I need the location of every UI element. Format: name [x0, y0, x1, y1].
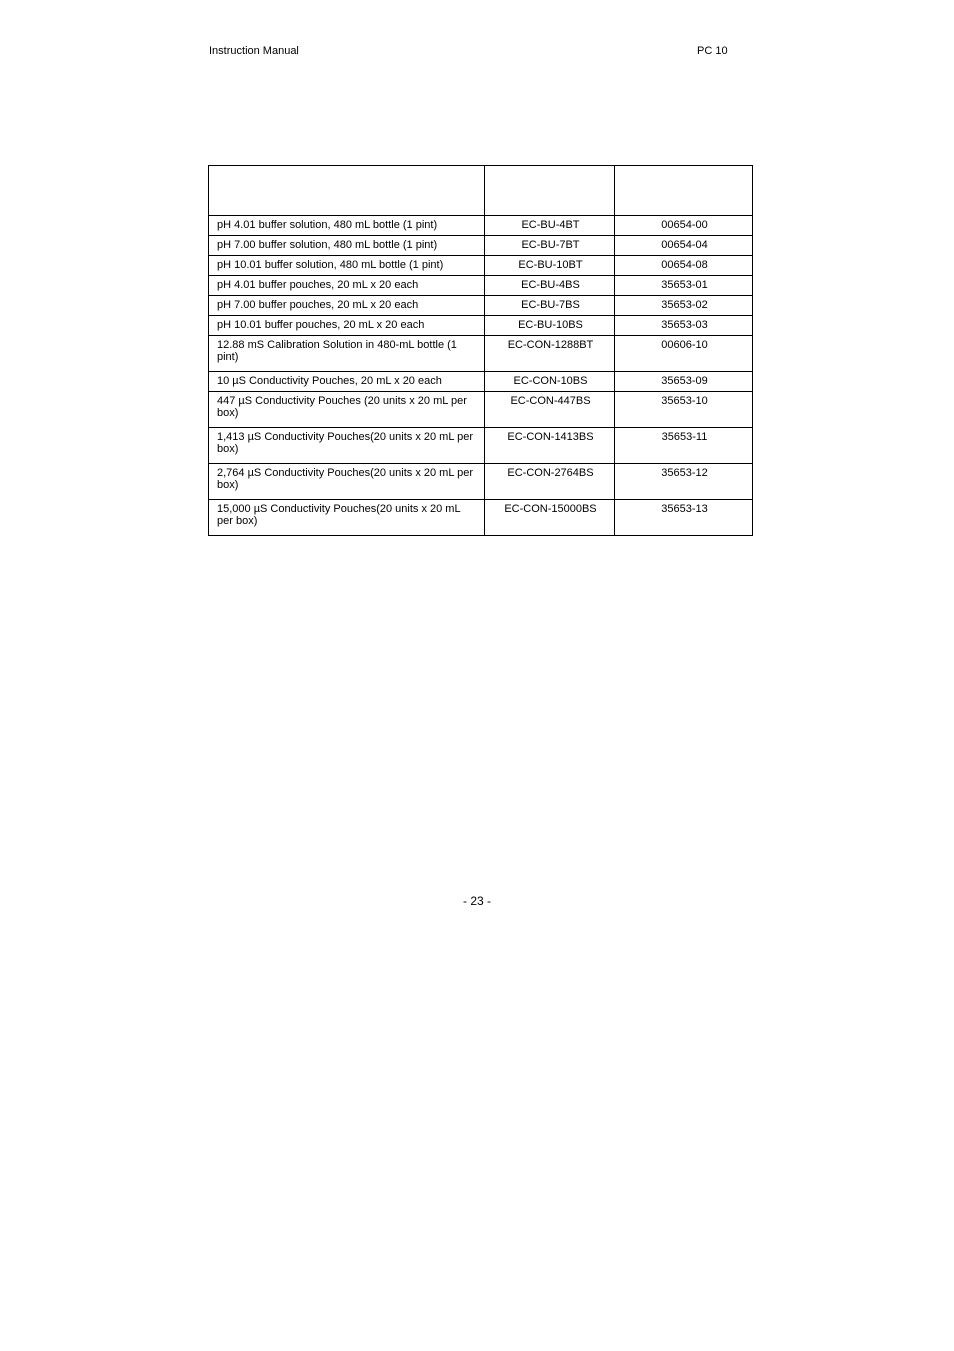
- part-number-cell: 35653-03: [615, 316, 753, 336]
- model-cell: EC-BU-4BS: [485, 276, 615, 296]
- description-cell: pH 7.00 buffer pouches, 20 mL x 20 each: [209, 296, 485, 316]
- table-row: [209, 216, 753, 236]
- table-row: [209, 296, 753, 316]
- model-cell: EC-BU-4BT: [485, 216, 615, 236]
- description-cell: pH 7.00 buffer solution, 480 mL bottle (1 pint): [209, 236, 485, 256]
- description-cell: 12.88 mS Calibration Solution in 480-mL bottle (1 pint): [209, 336, 485, 372]
- table-row: [209, 372, 753, 392]
- header-model: PC 10: [697, 45, 728, 57]
- part-number-cell: 35653-11: [615, 428, 753, 464]
- part-number-cell: 00654-00: [615, 216, 753, 236]
- description-cell: pH 4.01 buffer pouches, 20 mL x 20 each: [209, 276, 485, 296]
- page-number: - 23 -: [462, 894, 491, 908]
- table-row: [209, 316, 753, 336]
- model-cell: EC-CON-10BS: [485, 372, 615, 392]
- header-title: Instruction Manual: [209, 45, 299, 57]
- table-header-row: [209, 166, 753, 216]
- table-row: [209, 276, 753, 296]
- part-number-cell: 35653-09: [615, 372, 753, 392]
- part-number-cell: 35653-10: [615, 392, 753, 428]
- model-cell: EC-BU-10BS: [485, 316, 615, 336]
- model-cell: EC-BU-7BS: [485, 296, 615, 316]
- part-number-cell: 35653-12: [615, 464, 753, 500]
- model-cell: EC-CON-1288BT: [485, 336, 615, 372]
- description-cell: pH 10.01 buffer pouches, 20 mL x 20 each: [209, 316, 485, 336]
- model-cell: EC-CON-2764BS: [485, 464, 615, 500]
- description-cell: pH 4.01 buffer solution, 480 mL bottle (1 pint): [209, 216, 485, 236]
- part-number-cell: 35653-02: [615, 296, 753, 316]
- table-row: [209, 464, 753, 500]
- table-header-cell: [615, 166, 753, 216]
- description-cell: pH 10.01 buffer solution, 480 mL bottle (1 pint): [209, 256, 485, 276]
- table-row: [209, 428, 753, 464]
- table-header-cell: [209, 166, 485, 216]
- table-row: [209, 500, 753, 536]
- part-number-cell: 00654-04: [615, 236, 753, 256]
- table-row: [209, 336, 753, 372]
- description-cell: 10 µS Conductivity Pouches, 20 mL x 20 each: [209, 372, 485, 392]
- description-cell: 2,764 µS Conductivity Pouches(20 units x 20 mL per box): [209, 464, 485, 500]
- part-number-cell: 00606-10: [615, 336, 753, 372]
- part-number-cell: 35653-01: [615, 276, 753, 296]
- description-cell: 15,000 µS Conductivity Pouches(20 units x 20 mL per box): [209, 500, 485, 536]
- part-number-cell: 00654-08: [615, 256, 753, 276]
- part-number-cell: 35653-13: [615, 500, 753, 536]
- model-cell: EC-CON-1413BS: [485, 428, 615, 464]
- model-cell: EC-CON-447BS: [485, 392, 615, 428]
- description-cell: 447 µS Conductivity Pouches (20 units x 20 mL per box): [209, 392, 485, 428]
- model-cell: EC-BU-7BT: [485, 236, 615, 256]
- table-row: [209, 392, 753, 428]
- table-row: [209, 256, 753, 276]
- table-row: [209, 236, 753, 256]
- model-cell: EC-BU-10BT: [485, 256, 615, 276]
- accessories-table: [208, 165, 753, 536]
- description-cell: 1,413 µS Conductivity Pouches(20 units x 20 mL per box): [209, 428, 485, 464]
- model-cell: EC-CON-15000BS: [485, 500, 615, 536]
- table-header-cell: [485, 166, 615, 216]
